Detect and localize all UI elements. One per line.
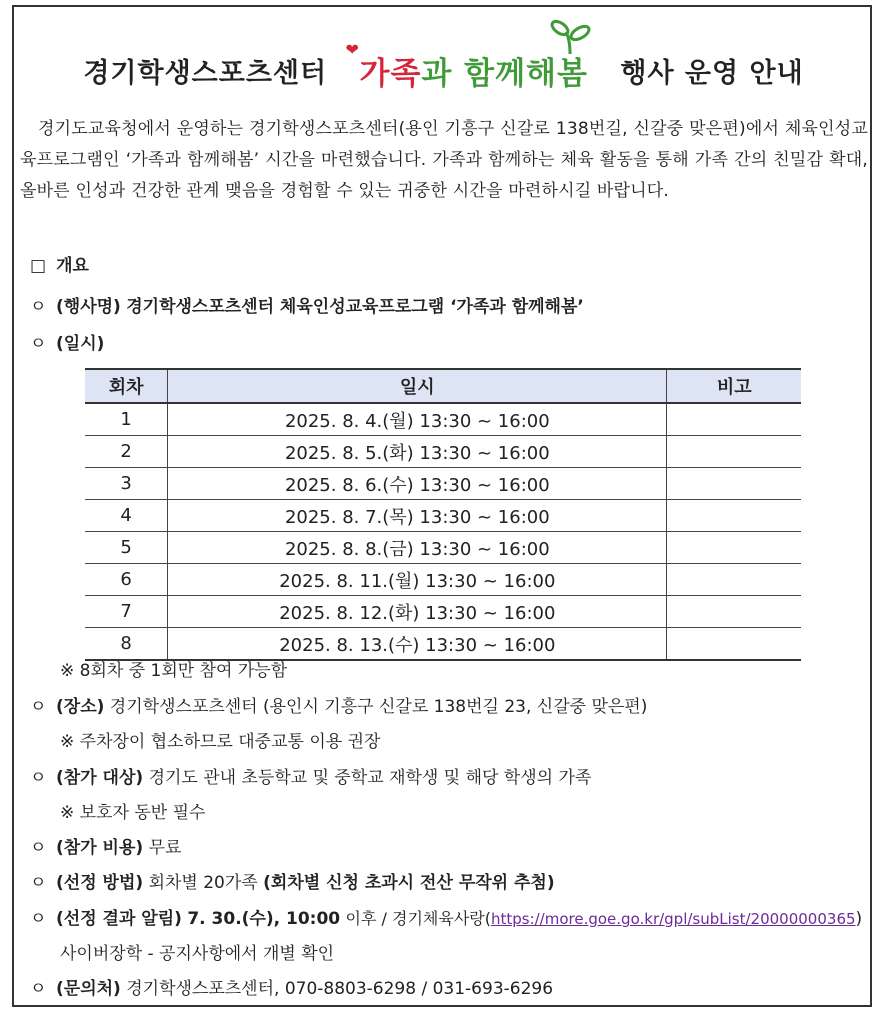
result-line2: 사이버장학 - 공지사항에서 개별 확인	[60, 944, 335, 964]
intro-paragraph	[20, 114, 868, 207]
remarks-cell	[667, 532, 801, 564]
round-cell: 4	[85, 500, 168, 532]
table-row	[85, 596, 801, 628]
logo-text-green-a: 과	[421, 56, 465, 92]
bullet-icon: ㅇ	[30, 768, 47, 788]
fee-row	[30, 833, 181, 858]
round-cell: 6	[85, 564, 168, 596]
result-close: )	[855, 909, 863, 929]
schedule-table	[85, 368, 801, 661]
bullet-icon: ㅇ	[30, 873, 47, 893]
header-datetime: 일시	[168, 369, 667, 403]
round-cell: 3	[85, 468, 168, 500]
result-date: 7. 30.(수), 10:00	[187, 909, 341, 929]
target-value: 경기도 관내 초등학교 및 중학교 재학생 및 해당 학생의 가족	[148, 768, 592, 788]
contact-row	[30, 974, 553, 999]
fee-value: 무료	[148, 838, 182, 858]
bullet-icon: ㅇ	[30, 297, 47, 317]
notice-link[interactable]: https://more.goe.go.kr/gpl/subList/20000000365	[490, 910, 856, 928]
section-label: 개요	[56, 256, 89, 276]
event-name-row	[30, 292, 584, 317]
fee-label: (참가 비용)	[56, 838, 144, 858]
place-label: (장소)	[56, 697, 105, 717]
datetime-cell: 2025. 8. 13.(수) 13:30 ~ 16:00	[168, 628, 667, 661]
remarks-cell	[667, 468, 801, 500]
contact-value: 경기학생스포츠센터, 070-8803-6298 / 031-693-6296	[126, 979, 554, 999]
place-note: ※ 주차장이 협소하므로 대중교통 이용 권장	[60, 732, 381, 752]
bullet-icon: ㅇ	[30, 909, 47, 929]
bullet-icon: ㅇ	[30, 334, 47, 354]
result-row	[30, 904, 862, 929]
title-prefix: 경기학생스포츠센터	[83, 58, 328, 89]
bullet-icon: ㅇ	[30, 838, 47, 858]
heart-icon: ❤	[345, 40, 360, 59]
intro-text: 경기도교육청에서 운영하는 경기학생스포츠센터(용인 기흥구 신갈로 138번길, 신갈중 맞은편)에서 체육인성교육프로그램인 ‘가족과 함께해봄’ 시간을 마련했습니다. 가족과 함께하는 체육 활동을 통해 가족 간의 친밀감 확대, 올바른 인성과 건강한 관계 맺음을 경험할 수 있는 귀중한 시간을 마련하시길 바랍니다.	[20, 119, 868, 201]
event-logo	[345, 40, 588, 93]
datetime-cell: 2025. 8. 6.(수) 13:30 ~ 16:00	[168, 468, 667, 500]
selection-value: 회차별 20가족	[148, 873, 258, 893]
table-row	[85, 468, 801, 500]
datetime-cell: 2025. 8. 7.(목) 13:30 ~ 16:00	[168, 500, 667, 532]
datetime-cell: 2025. 8. 12.(화) 13:30 ~ 16:00	[168, 596, 667, 628]
bullet-icon: ㅇ	[30, 697, 47, 717]
selection-row	[30, 868, 555, 893]
table-row	[85, 564, 801, 596]
datetime-cell: 2025. 8. 8.(금) 13:30 ~ 16:00	[168, 532, 667, 564]
header-remarks: 비고	[667, 369, 801, 403]
logo-text-green-b: 함께해봄	[464, 56, 588, 92]
sprout-icon	[550, 18, 592, 56]
table-row	[85, 500, 801, 532]
table-row	[85, 403, 801, 436]
round-cell: 7	[85, 596, 168, 628]
date-label: (일시)	[56, 334, 105, 354]
date-row	[30, 329, 104, 354]
schedule-note: ※ 8회차 중 1회만 참여 가능함	[60, 661, 288, 681]
round-cell: 2	[85, 436, 168, 468]
datetime-cell: 2025. 8. 11.(월) 13:30 ~ 16:00	[168, 564, 667, 596]
title-suffix: 행사 운영 안내	[620, 58, 804, 89]
selection-label: (선정 방법)	[56, 873, 144, 893]
target-note: ※ 보호자 동반 필수	[60, 803, 206, 823]
target-label: (참가 대상)	[56, 768, 144, 788]
remarks-cell	[667, 596, 801, 628]
selection-detail: (회차별 신청 초과시 전산 무작위 추첨)	[263, 873, 555, 893]
table-header-row	[85, 369, 801, 403]
remarks-cell	[667, 628, 801, 661]
event-name-label: (행사명)	[56, 297, 121, 317]
contact-label: (문의처)	[56, 979, 121, 999]
target-row	[30, 763, 591, 788]
bullet-icon: ㅇ	[30, 979, 47, 999]
remarks-cell	[667, 500, 801, 532]
logo-text-red: 가족	[359, 56, 422, 92]
document-title	[0, 40, 887, 93]
table-row	[85, 436, 801, 468]
round-cell: 5	[85, 532, 168, 564]
section-heading	[30, 251, 89, 276]
table-row	[85, 532, 801, 564]
remarks-cell	[667, 564, 801, 596]
round-cell: 8	[85, 628, 168, 661]
event-name-value: 경기학생스포츠센터 체육인성교육프로그램 ‘가족과 함께해봄’	[126, 297, 584, 317]
result-text: 이후 / 경기체육사랑(	[345, 909, 491, 928]
place-row	[30, 692, 647, 717]
datetime-cell: 2025. 8. 5.(화) 13:30 ~ 16:00	[168, 436, 667, 468]
datetime-cell: 2025. 8. 4.(월) 13:30 ~ 16:00	[168, 403, 667, 436]
header-round: 회차	[85, 369, 168, 403]
place-value: 경기학생스포츠센터 (용인시 기흥구 신갈로 138번길 23, 신갈중 맞은편)	[109, 697, 648, 717]
round-cell: 1	[85, 403, 168, 436]
result-label: (선정 결과 알림)	[56, 909, 182, 929]
checkbox-icon: □	[30, 256, 47, 276]
remarks-cell	[667, 436, 801, 468]
remarks-cell	[667, 403, 801, 436]
